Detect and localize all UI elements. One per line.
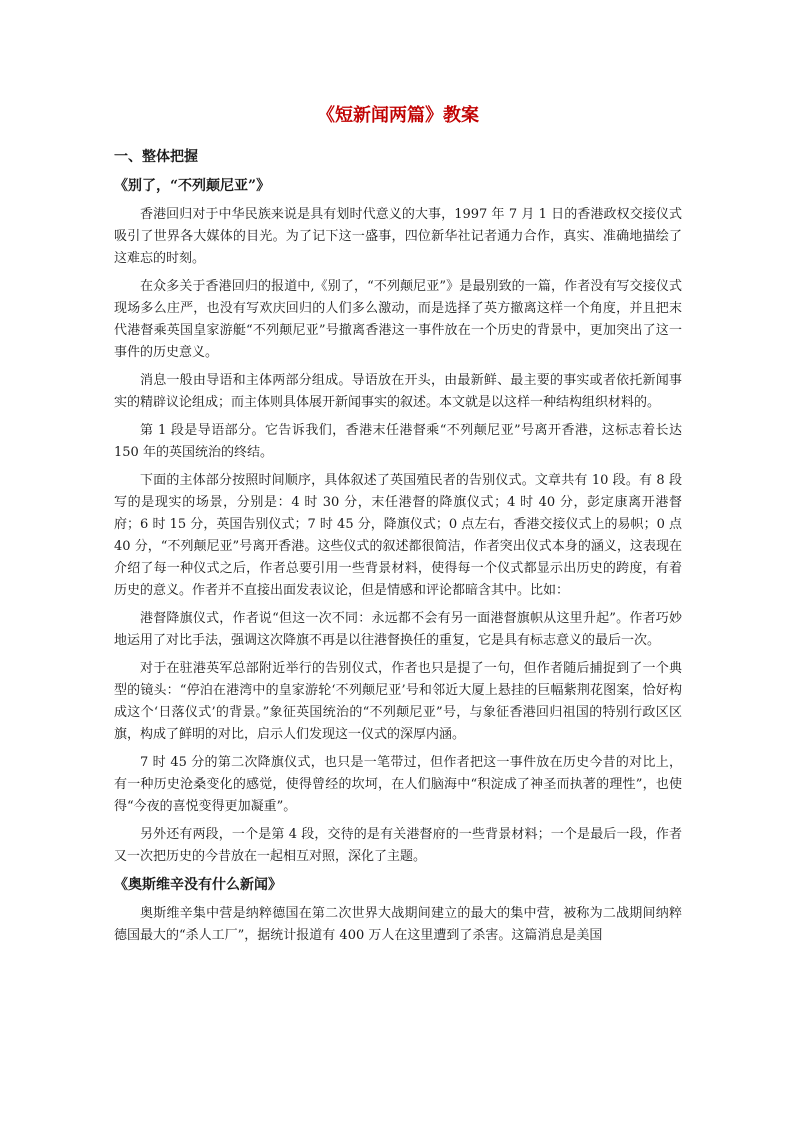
article-2-title: 《奥斯维辛没有什么新闻》: [114, 877, 282, 893]
document-body: [114, 102, 682, 953]
section-heading: 一、整体把握: [114, 149, 198, 165]
paragraph: 7 时 45 分的第二次降旗仪式，也只是一笔带过，但作者把这一事件放在历史今昔的对比上，有一种历史沧桑变化的感觉，使得曾经的坎坷，在人们脑海中“积淀成了神圣而执著的理性”，也使得“今夜的喜悦变得更加凝重”。: [114, 755, 682, 814]
paragraph: 对于在驻港英军总部附近举行的告别仪式，作者也只是提了一句，但作者随后捕捉到了一个典型的镜头：“停泊在港湾中的皇家游轮‘不列颠尼亚’号和邻近大厦上悬挂的巨幅紫荆花图案，恰好构成这个‘日落仪式’的背景。”象征英国统治的“不列颠尼亚”号，与象征香港回归祖国的特别行政区区旗，构成了鲜明的对比，启示人们发现这一仪式的深厚内涵。: [114, 661, 682, 742]
paragraph: 在众多关于香港回归的报道中,《别了，“不列颠尼亚”》是最别致的一篇，作者没有写交接仪式现场多么庄严，也没有写欢庆回归的人们多么激动，而是选择了英方撤离这样一个角度，并且把末代港督乘英国皇家游艇“不列颠尼亚”号撤离香港这一事件放在一个历史的背景中，更加突出了这一事件的历史意义。: [114, 279, 682, 360]
paragraph: 下面的主体部分按照时间顺序，具体叙述了英国殖民者的告别仪式。文章共有 10 段。有 8 段写的是现实的场景，分别是：4 时 30 分，末任港督的降旗仪式；4 时 40 分，彭定康离开港督府；6 时 15 分，英国告别仪式；7 时 45 分，降旗仪式；0 点左右，香港交接仪式上的易帜；0 点 40 分，“不列颠尼亚”号离开香港。这些仪式的叙述都很简洁，作者突出仪式本身的涵义，这表现在介绍了每一种仪式之后，作者总要引用一些背景材料，使得每一个仪式都显示出历史的跨度，有着历史的意义。作者并不直接出面发表议论，但是情感和评论都暗含其中。比如：: [114, 473, 682, 598]
article-1-title: 《别了，“不列颠尼亚”》: [114, 178, 271, 194]
paragraph: 香港回归对于中华民族来说是具有划时代意义的大事，1997 年 7 月 1 日的香港政权交接仪式吸引了世界各大媒体的目光。为了记下这一盛事，四位新华社记者通力合作，真实、准确地描绘了这难忘的时刻。: [114, 207, 682, 266]
paragraph: 另外还有两段，一个是第 4 段，交待的是有关港督府的一些背景材料；一个是最后一段，作者又一次把历史的今昔放在一起相互对照，深化了主题。: [114, 827, 682, 864]
paragraph: 港督降旗仪式，作者说“但这一次不同：永远都不会有另一面港督旗帜从这里升起”。作者巧妙地运用了对比手法，强调这次降旗不再是以往港督换任的重复，它是具有标志意义的最后一次。: [114, 611, 682, 648]
paragraph: 消息一般由导语和主体两部分组成。导语放在开头，由最新鲜、最主要的事实或者依托新闻事实的精辟议论组成；而主体则具体展开新闻事实的叙述。本文就是以这样一种结构组织材料的。: [114, 373, 682, 410]
document-title: 《短新闻两篇》教案: [317, 105, 479, 126]
paragraph: 奥斯维辛集中营是纳粹德国在第二次世界大战期间建立的最大的集中营，被称为二战期间纳粹德国最大的“杀人工厂”，据统计报道有 400 万人在这里遭到了杀害。这篇消息是美国: [114, 906, 682, 943]
paragraph: 第 1 段是导语部分。它告诉我们，香港末任港督乘“不列颠尼亚”号离开香港，这标志着长达 150 年的英国统治的终结。: [114, 423, 682, 460]
